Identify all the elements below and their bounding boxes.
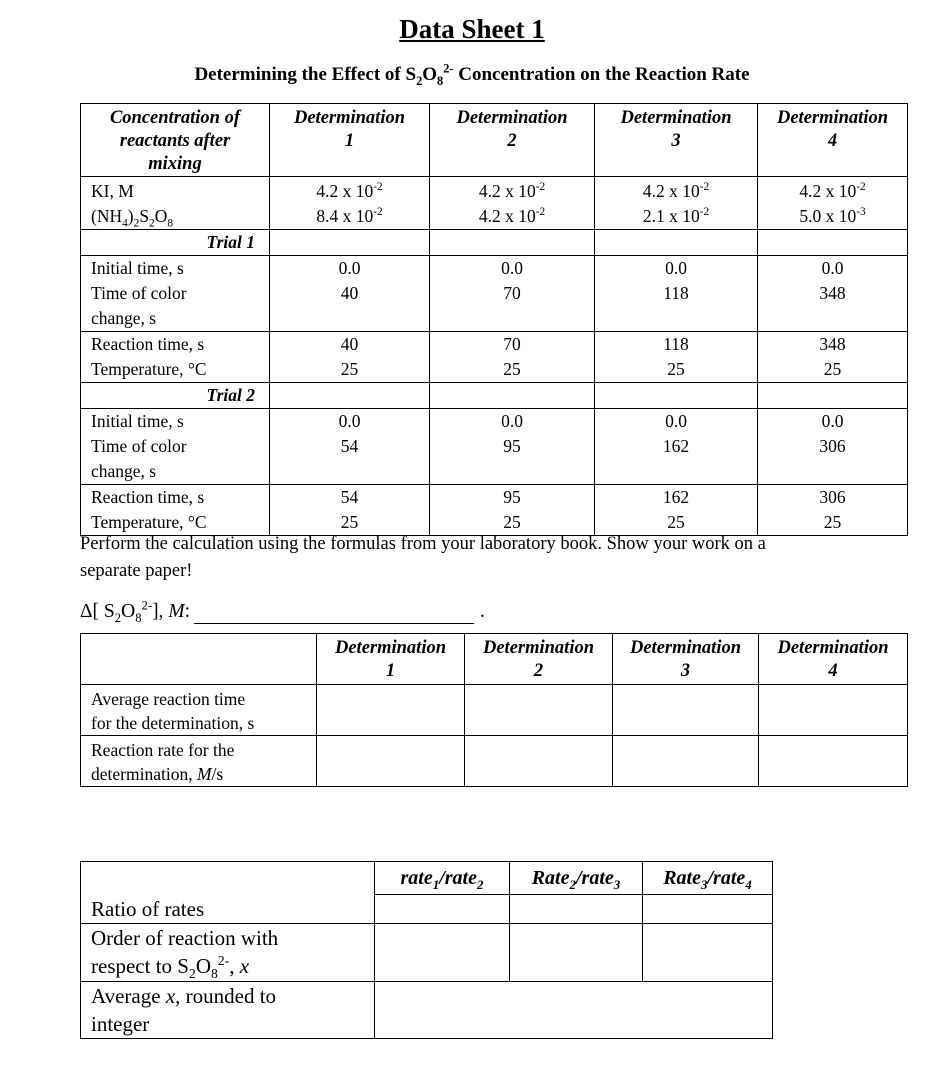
table-row: Initial time, s 0.0 0.0 0.0 0.0: [81, 409, 908, 435]
table-row: Reaction rate for the determination, M/s: [81, 736, 908, 787]
trial-1-header: Trial 1: [81, 230, 908, 256]
table-row: Order of reaction with respect to $S_2O_8^{2-}$, x: [81, 923, 773, 981]
table-header-row: rate$_1$/rate$_2$ Rate$_2$/rate$_3$ Rate$_3$/rate$_4$: [81, 862, 773, 895]
answer-cell[interactable]: [613, 736, 759, 787]
answer-cell[interactable]: [375, 981, 773, 1038]
table-row: Average reaction time for the determination, s: [81, 685, 908, 736]
answer-cell[interactable]: [375, 923, 510, 981]
table-row: Time of color change, s 54 95 162 306: [81, 434, 908, 485]
table-row: Initial time, s 0.0 0.0 0.0 0.0: [81, 256, 908, 282]
table-row: Reaction time, s 54 95 162 306: [81, 485, 908, 511]
table-row: KI, M 4.2 x $10^{-2}$ 4.2 x $10^{-2}$ 4.2 x $10^{-2}$ 4.2 x $10^{-2}$: [81, 177, 908, 205]
answer-cell[interactable]: [465, 685, 613, 736]
answer-cell[interactable]: [759, 736, 908, 787]
ratio-table: [80, 861, 773, 1039]
answer-cell[interactable]: [643, 923, 773, 981]
answer-cell[interactable]: [465, 736, 613, 787]
table-header-row: Concentration of reactants after mixing Determination 1 Determination 2 Determination 3 Determination 4: [81, 104, 908, 177]
table-row: Average x, rounded to integer: [81, 981, 773, 1038]
answer-cell[interactable]: [643, 895, 773, 924]
table-row: Time of color change, s 40 70 118 348: [81, 281, 908, 332]
answer-cell[interactable]: [375, 895, 510, 924]
delta-concentration-field: Δ[ $S_2O_8^{2-}$], M: .: [80, 598, 485, 625]
instruction-note: Perform the calculation using the formulas from your laboratory book. Show your work on a separate paper!: [80, 534, 766, 581]
answer-cell[interactable]: [317, 736, 465, 787]
table-row: Ratio of rates: [81, 895, 773, 924]
rate-table: [80, 633, 908, 787]
delta-answer-blank[interactable]: [194, 601, 474, 624]
answer-cell[interactable]: [317, 685, 465, 736]
table-row: Temperature, °C 25 25 25 25: [81, 357, 908, 383]
answer-cell[interactable]: [759, 685, 908, 736]
table-row: Temperature, °C 25 25 25 25: [81, 510, 908, 536]
answer-cell[interactable]: [613, 685, 759, 736]
answer-cell[interactable]: [510, 923, 643, 981]
reaction-data-table: [80, 103, 908, 536]
trial-2-header: Trial 2: [81, 383, 908, 409]
page-subtitle: Determining the Effect of $S_2O_8^{2-}$ Concentration on the Reaction Rate: [194, 61, 750, 88]
table-row: $(NH_4)_2S_2O_8$ 8.4 x $10^{-2}$ 4.2 x $10^{-2}$ 2.1 x $10^{-2}$ 5.0 x $10^{-3}$: [81, 204, 908, 230]
page-title: Data Sheet 1: [399, 14, 545, 44]
table-header-row: Determination 1 Determination 2 Determination 3 Determination 4: [81, 634, 908, 685]
answer-cell[interactable]: [510, 895, 643, 924]
table-row: Reaction time, s 40 70 118 348: [81, 332, 908, 358]
